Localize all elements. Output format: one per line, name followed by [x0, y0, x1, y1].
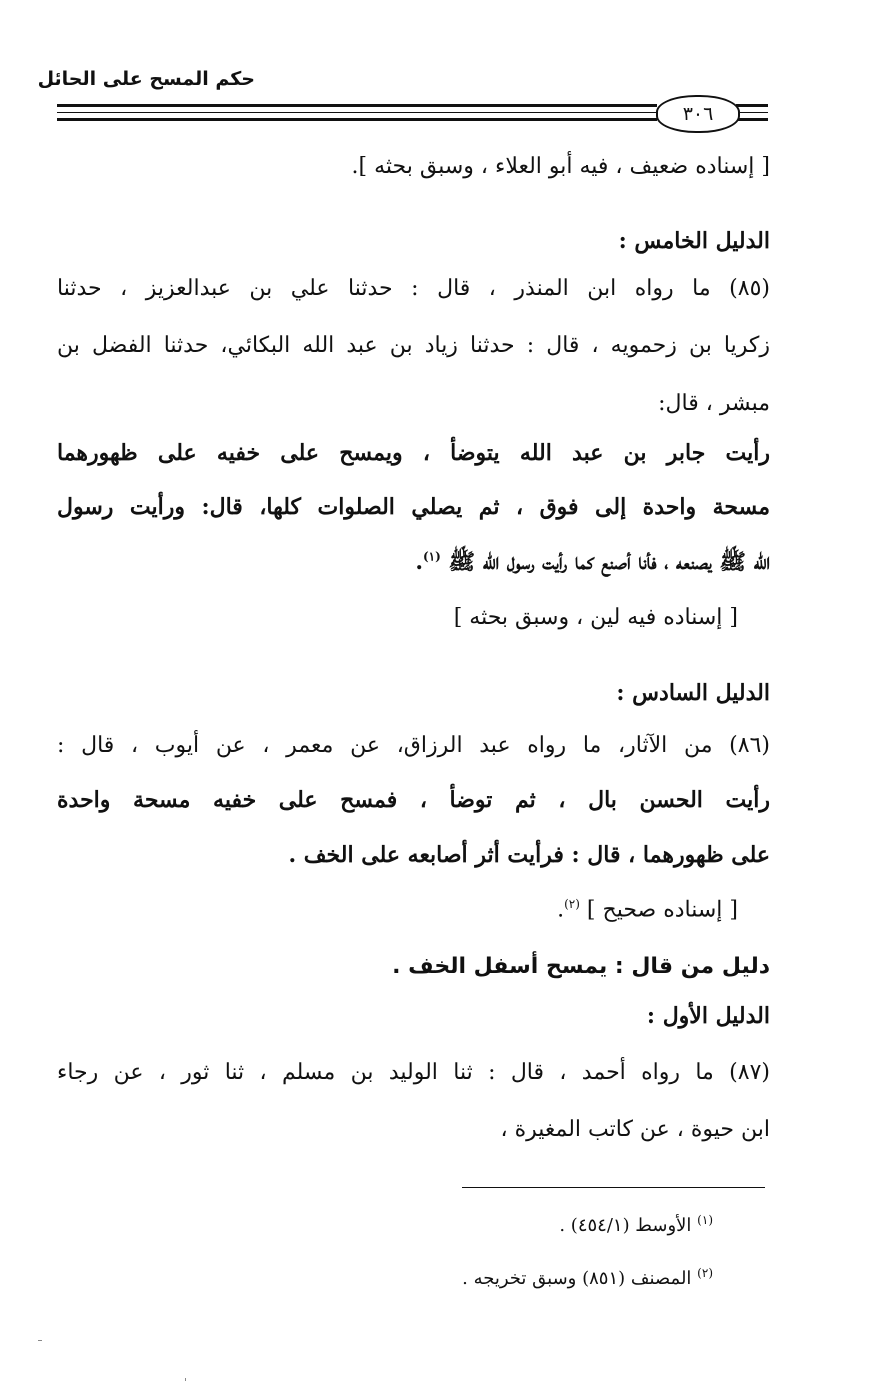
footnote-text: المصنف (٨٥١) وسبق تخريجه .: [462, 1268, 692, 1289]
text-line: زكريا بن زحمويه ، قال : حدثنا زياد بن عبد الله البكائي، حدثنا الفضل بن: [57, 333, 770, 358]
text-line: (٨٦) من الآثار، ما رواه عبد الرزاق، عن معمر ، عن أيوب ، قال :: [57, 733, 770, 758]
footnote-marker: (٢): [697, 1266, 713, 1280]
footnote-text: الأوسط (٤٥٤/١) .: [559, 1215, 692, 1236]
quote-line: [415, 548, 770, 580]
scan-speck: [38, 1340, 42, 1341]
text-line: [ إسناده ضعيف ، فيه أبو العلاء ، وسبق بحثه ].: [351, 154, 770, 179]
text-line: (٨٧) ما رواه أحمد ، قال : ثنا الوليد بن مسلم ، ثنا ثور ، عن رجاء: [57, 1060, 770, 1085]
running-header-title: حكم المسح على الحائل: [37, 68, 255, 90]
grading-note: [ إسناده فيه لين ، وسبق بحثه ]: [453, 605, 738, 630]
quote-line: رأيت جابر بن عبد الله يتوضأ ، ويمسح على خفيه على ظهورهما: [57, 440, 770, 466]
full-stop: .: [557, 897, 565, 923]
header-rule-right-thin: [736, 112, 768, 113]
quote-line: مسحة واحدة إلى فوق ، ثم يصلي الصلوات كلها، قال: ورأيت رسول: [57, 494, 770, 520]
header-rule-thick-top: [57, 104, 657, 107]
header-rule-thin: [57, 112, 657, 113]
footnote-1: [559, 1213, 713, 1236]
section-heading-first-evidence: الدليل الأول :: [646, 1003, 770, 1029]
grading-note: [557, 897, 738, 922]
footnote-marker: (١): [697, 1213, 713, 1227]
text-line: ابن حيوة ، عن كاتب المغيرة ،: [500, 1117, 770, 1142]
header-rule-right-top: [736, 104, 768, 107]
footnote-ref: (٢): [564, 897, 580, 911]
chapter-heading: دليل من قال : يمسح أسفل الخف .: [392, 954, 770, 979]
footnote-ref: (١): [422, 549, 441, 564]
header-rule-thick-bottom: [57, 118, 657, 121]
page-number: ٣٠٦: [656, 95, 740, 133]
full-stop: .: [415, 549, 423, 575]
header-rule-right-bottom: [736, 118, 768, 121]
quote-text: الله ﷺ يصنعه ، فأنا أصنع كما رأيت رسول الله ﷺ: [448, 549, 770, 575]
text-line: (٨٥) ما رواه ابن المنذر ، قال : حدثنا علي بن عبدالعزيز ، حدثنا: [57, 276, 770, 301]
grading-text: [ إسناده صحيح ]: [586, 897, 738, 923]
footnote-separator: [462, 1187, 765, 1188]
scan-speck: [185, 1378, 186, 1381]
text-line: مبشر ، قال:: [658, 391, 770, 416]
quote-line: رأيت الحسن بال ، ثم توضأ ، فمسح على خفيه مسحة واحدة: [57, 787, 770, 813]
footnote-2: [462, 1266, 713, 1289]
section-heading-fifth-evidence: الدليل الخامس :: [618, 228, 770, 254]
section-heading-sixth-evidence: الدليل السادس :: [616, 680, 770, 706]
quote-line: على ظهورهما ، قال : فرأيت أثر أصابعه على الخف .: [288, 842, 770, 868]
